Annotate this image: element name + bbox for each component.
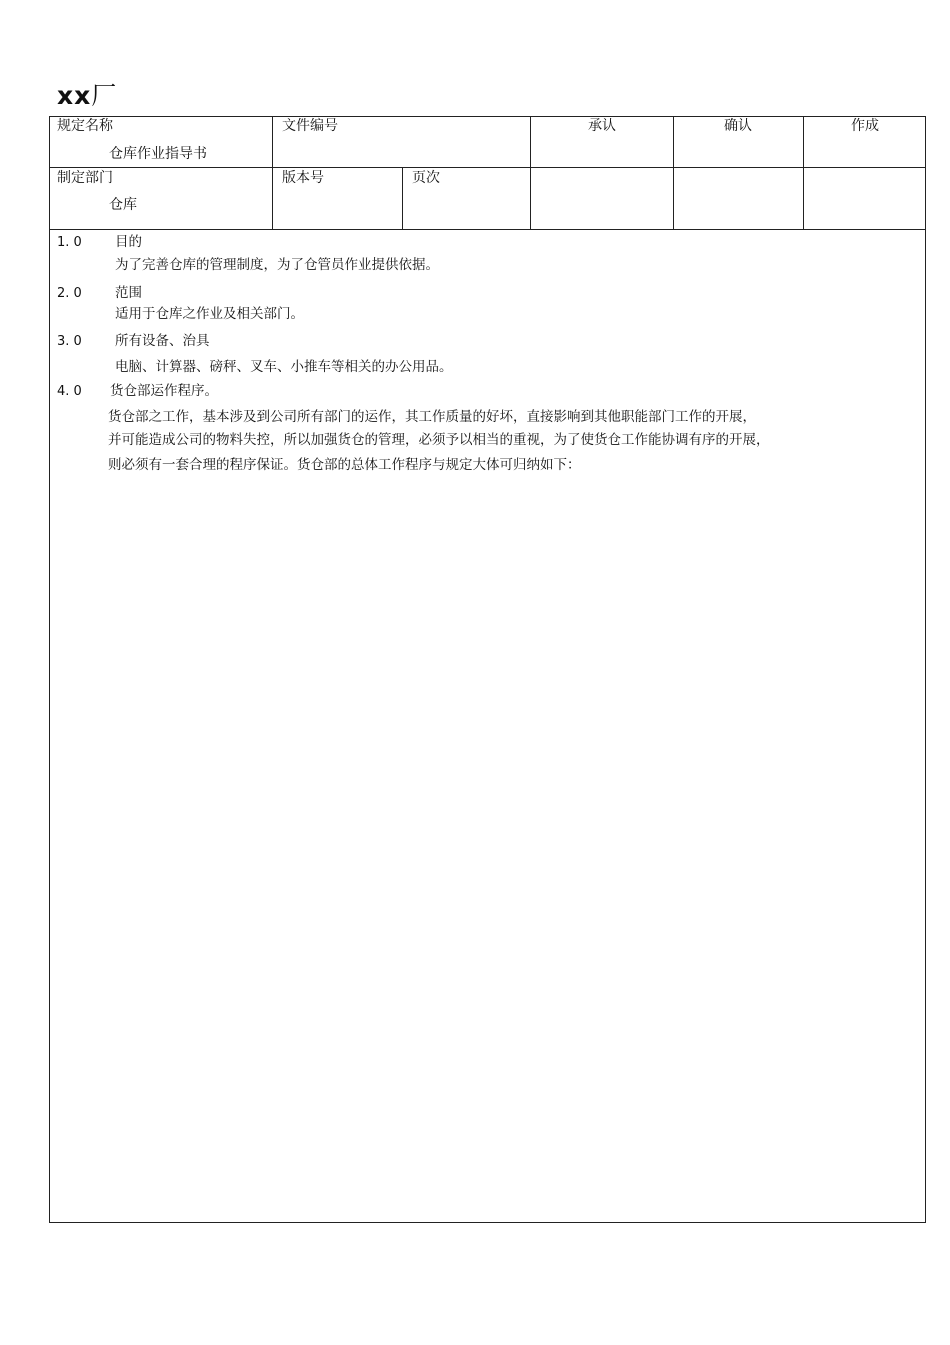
header-col-line-5 <box>803 116 804 230</box>
section-4-line-3: 则必须有一套合理的程序保证。货仓部的总体工作程序与规定大体可归纳如下： <box>108 457 581 473</box>
header-col-line-4 <box>673 116 674 230</box>
header-col-line-2 <box>402 167 403 230</box>
section-number: 1. 0 <box>57 235 82 250</box>
section-number: 4. 0 <box>57 384 82 399</box>
section-number: 2. 0 <box>57 286 82 301</box>
section-3-text: 电脑、计算器、磅秤、叉车、小推车等相关的办公用品。 <box>115 359 453 375</box>
section-title: 货仓部运作程序。 <box>110 383 218 399</box>
rule-name-value: 仓库作业指导书 <box>109 146 207 162</box>
factory-title <box>57 76 117 112</box>
version-label: 版本号 <box>282 170 324 186</box>
confirm-label: 确认 <box>724 118 752 134</box>
author-label: 作成 <box>851 118 879 134</box>
dept-value: 仓库 <box>109 197 137 213</box>
header-divider-row1 <box>49 167 926 168</box>
page-label: 页次 <box>412 170 440 186</box>
section-1-text: 为了完善仓库的管理制度，为了仓管员作业提供依据。 <box>115 257 439 273</box>
section-title: 范围 <box>115 285 142 301</box>
section-4-line-1: 货仓部之工作，基本涉及到公司所有部门的运作，其工作质量的好坏，直接影响到其他职能部门工作的开展， <box>108 409 756 425</box>
dept-label: 制定部门 <box>57 170 113 186</box>
section-4-line-2: 并可能造成公司的物料失控，所以加强货仓的管理，必须予以相当的重视，为了使货仓工作能协调有序的开展， <box>108 432 770 448</box>
section-2-text: 适用于仓库之作业及相关部门。 <box>115 306 304 322</box>
factory-name: xx <box>57 81 92 110</box>
approve-label: 承认 <box>588 118 616 134</box>
section-number: 3. 0 <box>57 334 82 349</box>
rule-name-label: 规定名称 <box>57 118 113 134</box>
doc-no-label: 文件编号 <box>282 118 338 134</box>
document-frame <box>49 116 926 1223</box>
section-title: 所有设备、治具 <box>115 333 210 349</box>
section-4-heading <box>57 383 218 400</box>
section-2-heading <box>57 285 142 302</box>
header-divider-row2 <box>49 229 926 230</box>
factory-suffix: 厂 <box>91 81 118 110</box>
header-col-line-3 <box>530 116 531 230</box>
section-title: 目的 <box>115 234 142 250</box>
section-1-heading <box>57 234 142 251</box>
header-col-line-1 <box>272 116 273 230</box>
section-3-heading <box>57 333 210 350</box>
